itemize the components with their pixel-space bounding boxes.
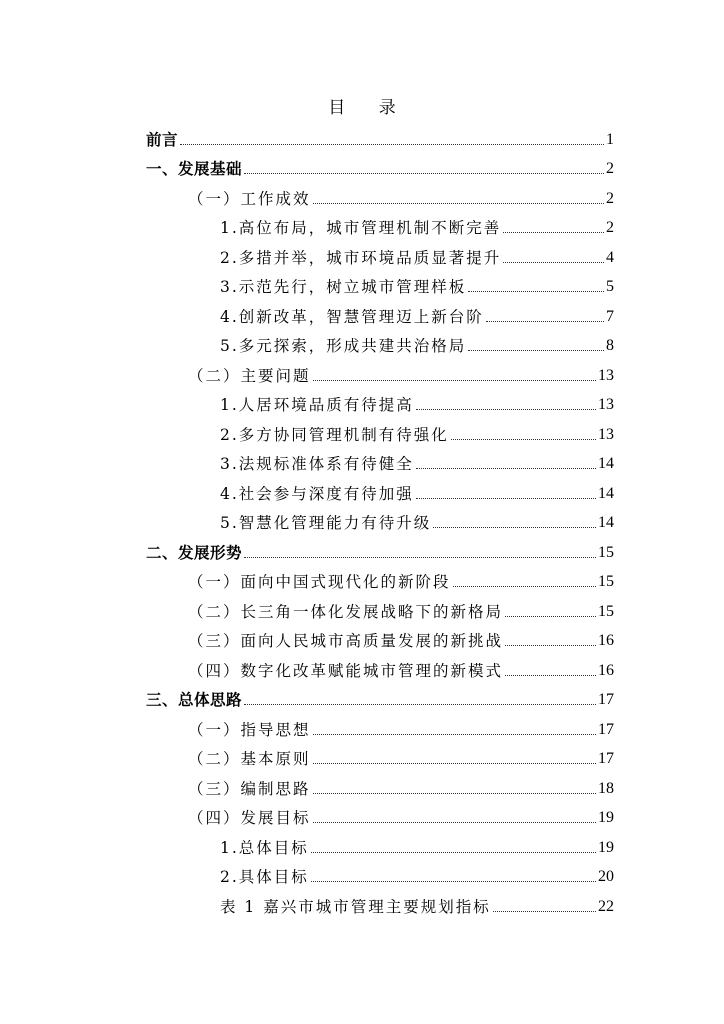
- toc-entry-page: 17: [598, 750, 614, 767]
- dot-leader: [180, 144, 604, 145]
- toc-entry-label: （一）指导思想: [188, 720, 311, 739]
- toc-entry-page: 5: [606, 278, 614, 295]
- toc-entry-label: （二）主要问题: [188, 366, 311, 385]
- toc-entry-label: 4.创新改革，智慧管理迈上新台阶: [220, 307, 484, 326]
- toc-entry[interactable]: [146, 828, 614, 858]
- toc-entry[interactable]: [146, 474, 614, 504]
- toc-entry-page: 13: [598, 366, 614, 384]
- toc-entry-label: 表 1 嘉兴市城市管理主要规划指标: [220, 897, 491, 916]
- toc-entry-page: 15: [598, 602, 614, 620]
- toc-entry[interactable]: [146, 769, 614, 799]
- dot-leader: [505, 616, 596, 617]
- toc-entry-label: （一）工作成效: [188, 189, 311, 208]
- toc-entry-page: 14: [598, 514, 614, 531]
- toc-entry-page: 8: [606, 337, 614, 354]
- toc-entry-label: 1.总体目标: [220, 838, 309, 857]
- dot-leader: [311, 852, 596, 853]
- dot-leader: [313, 822, 596, 823]
- dot-leader: [503, 232, 604, 233]
- toc-entry-page: 19: [598, 838, 614, 856]
- toc-entry-page: 20: [598, 868, 614, 885]
- toc-entry-label: 三、总体思路: [146, 691, 243, 709]
- toc-entry[interactable]: [146, 386, 614, 416]
- toc-entry[interactable]: [146, 622, 614, 652]
- toc-entry[interactable]: [146, 179, 614, 209]
- toc-entry-page: 2: [606, 160, 614, 177]
- toc-entry[interactable]: [146, 651, 614, 681]
- dot-leader: [503, 262, 604, 263]
- toc-entry[interactable]: [146, 858, 614, 888]
- toc-entry[interactable]: [146, 504, 614, 534]
- toc-entry[interactable]: [146, 297, 614, 327]
- toc-entry-label: （四）发展目标: [188, 809, 311, 827]
- dot-leader: [311, 881, 596, 882]
- toc-entry-page: 1: [606, 130, 614, 148]
- dot-leader: [244, 557, 596, 558]
- toc-entry-page: 14: [598, 455, 614, 472]
- dot-leader: [453, 586, 596, 587]
- toc-entry-page: 17: [598, 720, 614, 738]
- dot-leader: [416, 468, 596, 469]
- dot-leader: [505, 645, 596, 646]
- toc-entry-page: 14: [598, 484, 614, 502]
- toc-entry[interactable]: [146, 799, 614, 829]
- toc-entry-page: 19: [598, 809, 614, 826]
- toc-title: 目 录: [328, 98, 410, 118]
- dot-leader: [313, 203, 604, 204]
- dot-leader: [468, 291, 604, 292]
- toc-entry-page: 17: [598, 691, 614, 708]
- toc-entry-label: （四）数字化改革赋能城市管理的新模式: [188, 661, 504, 680]
- toc-entry-page: 22: [598, 897, 614, 915]
- dot-leader: [313, 380, 596, 381]
- toc-entry-page: 2: [606, 219, 614, 236]
- toc-list: [146, 120, 614, 917]
- toc-entry-page: 13: [598, 425, 614, 443]
- toc-entry-page: 7: [606, 307, 614, 325]
- dot-leader: [493, 911, 596, 912]
- toc-entry-page: 18: [598, 779, 614, 797]
- toc-entry-label: 2.多方协同管理机制有待强化: [220, 425, 449, 444]
- toc-entry-page: 16: [598, 661, 614, 679]
- toc-entry[interactable]: [146, 533, 614, 563]
- toc-entry[interactable]: [146, 268, 614, 298]
- toc-entry[interactable]: [146, 445, 614, 475]
- toc-entry-label: 3.法规标准体系有待健全: [220, 455, 414, 473]
- toc-entry-page: 13: [598, 396, 614, 413]
- toc-entry-label: 1.人居环境品质有待提高: [220, 396, 414, 414]
- dot-leader: [416, 409, 596, 410]
- toc-entry-label: 5.多元探索，形成共建共治格局: [220, 337, 467, 355]
- toc-entry-label: （二）基本原则: [188, 750, 311, 768]
- toc-entry-page: 15: [598, 573, 614, 590]
- dot-leader: [313, 763, 596, 764]
- toc-entry[interactable]: [146, 710, 614, 740]
- toc-entry-label: 5.智慧化管理能力有待升级: [220, 514, 432, 532]
- toc-entry[interactable]: [146, 150, 614, 180]
- toc-entry-page: 2: [606, 189, 614, 207]
- toc-entry-label: 一、发展基础: [146, 160, 243, 178]
- dot-leader: [244, 704, 596, 705]
- toc-entry-page: 15: [598, 543, 614, 561]
- toc-entry-label: （一）面向中国式现代化的新阶段: [188, 573, 451, 591]
- toc-entry-page: 4: [606, 248, 614, 266]
- toc-entry[interactable]: [146, 356, 614, 386]
- dot-leader: [486, 321, 604, 322]
- dot-leader: [244, 173, 604, 174]
- toc-entry[interactable]: [146, 238, 614, 268]
- dot-leader: [433, 527, 596, 528]
- dot-leader: [468, 350, 604, 351]
- toc-entry-label: （三）面向人民城市高质量发展的新挑战: [188, 632, 504, 650]
- toc-entry-label: （三）编制思路: [188, 779, 311, 798]
- toc-entry-label: 1.高位布局，城市管理机制不断完善: [220, 219, 502, 237]
- toc-entry[interactable]: [146, 327, 614, 357]
- toc-entry[interactable]: [146, 592, 614, 622]
- toc-entry-label: 2.具体目标: [220, 868, 309, 886]
- toc-entry-label: 3.示范先行，树立城市管理样板: [220, 278, 467, 296]
- toc-entry[interactable]: [146, 209, 614, 239]
- toc-entry[interactable]: [146, 120, 614, 150]
- toc-entry[interactable]: [146, 415, 614, 445]
- toc-entry-label: 4.社会参与深度有待加强: [220, 484, 414, 503]
- toc-entry[interactable]: [146, 887, 614, 917]
- toc-entry[interactable]: [146, 740, 614, 770]
- toc-entry-label: （二）长三角一体化发展战略下的新格局: [188, 602, 504, 621]
- dot-leader: [505, 675, 596, 676]
- dot-leader: [313, 793, 596, 794]
- dot-leader: [451, 439, 596, 440]
- toc-entry-label: 前言: [146, 130, 179, 149]
- toc-entry-label: 2.多措并举，城市环境品质显著提升: [220, 248, 502, 267]
- dot-leader: [313, 734, 596, 735]
- toc-entry[interactable]: [146, 681, 614, 711]
- toc-entry-page: 16: [598, 632, 614, 649]
- toc-entry[interactable]: [146, 563, 614, 593]
- toc-entry-label: 二、发展形势: [146, 543, 243, 562]
- dot-leader: [416, 498, 596, 499]
